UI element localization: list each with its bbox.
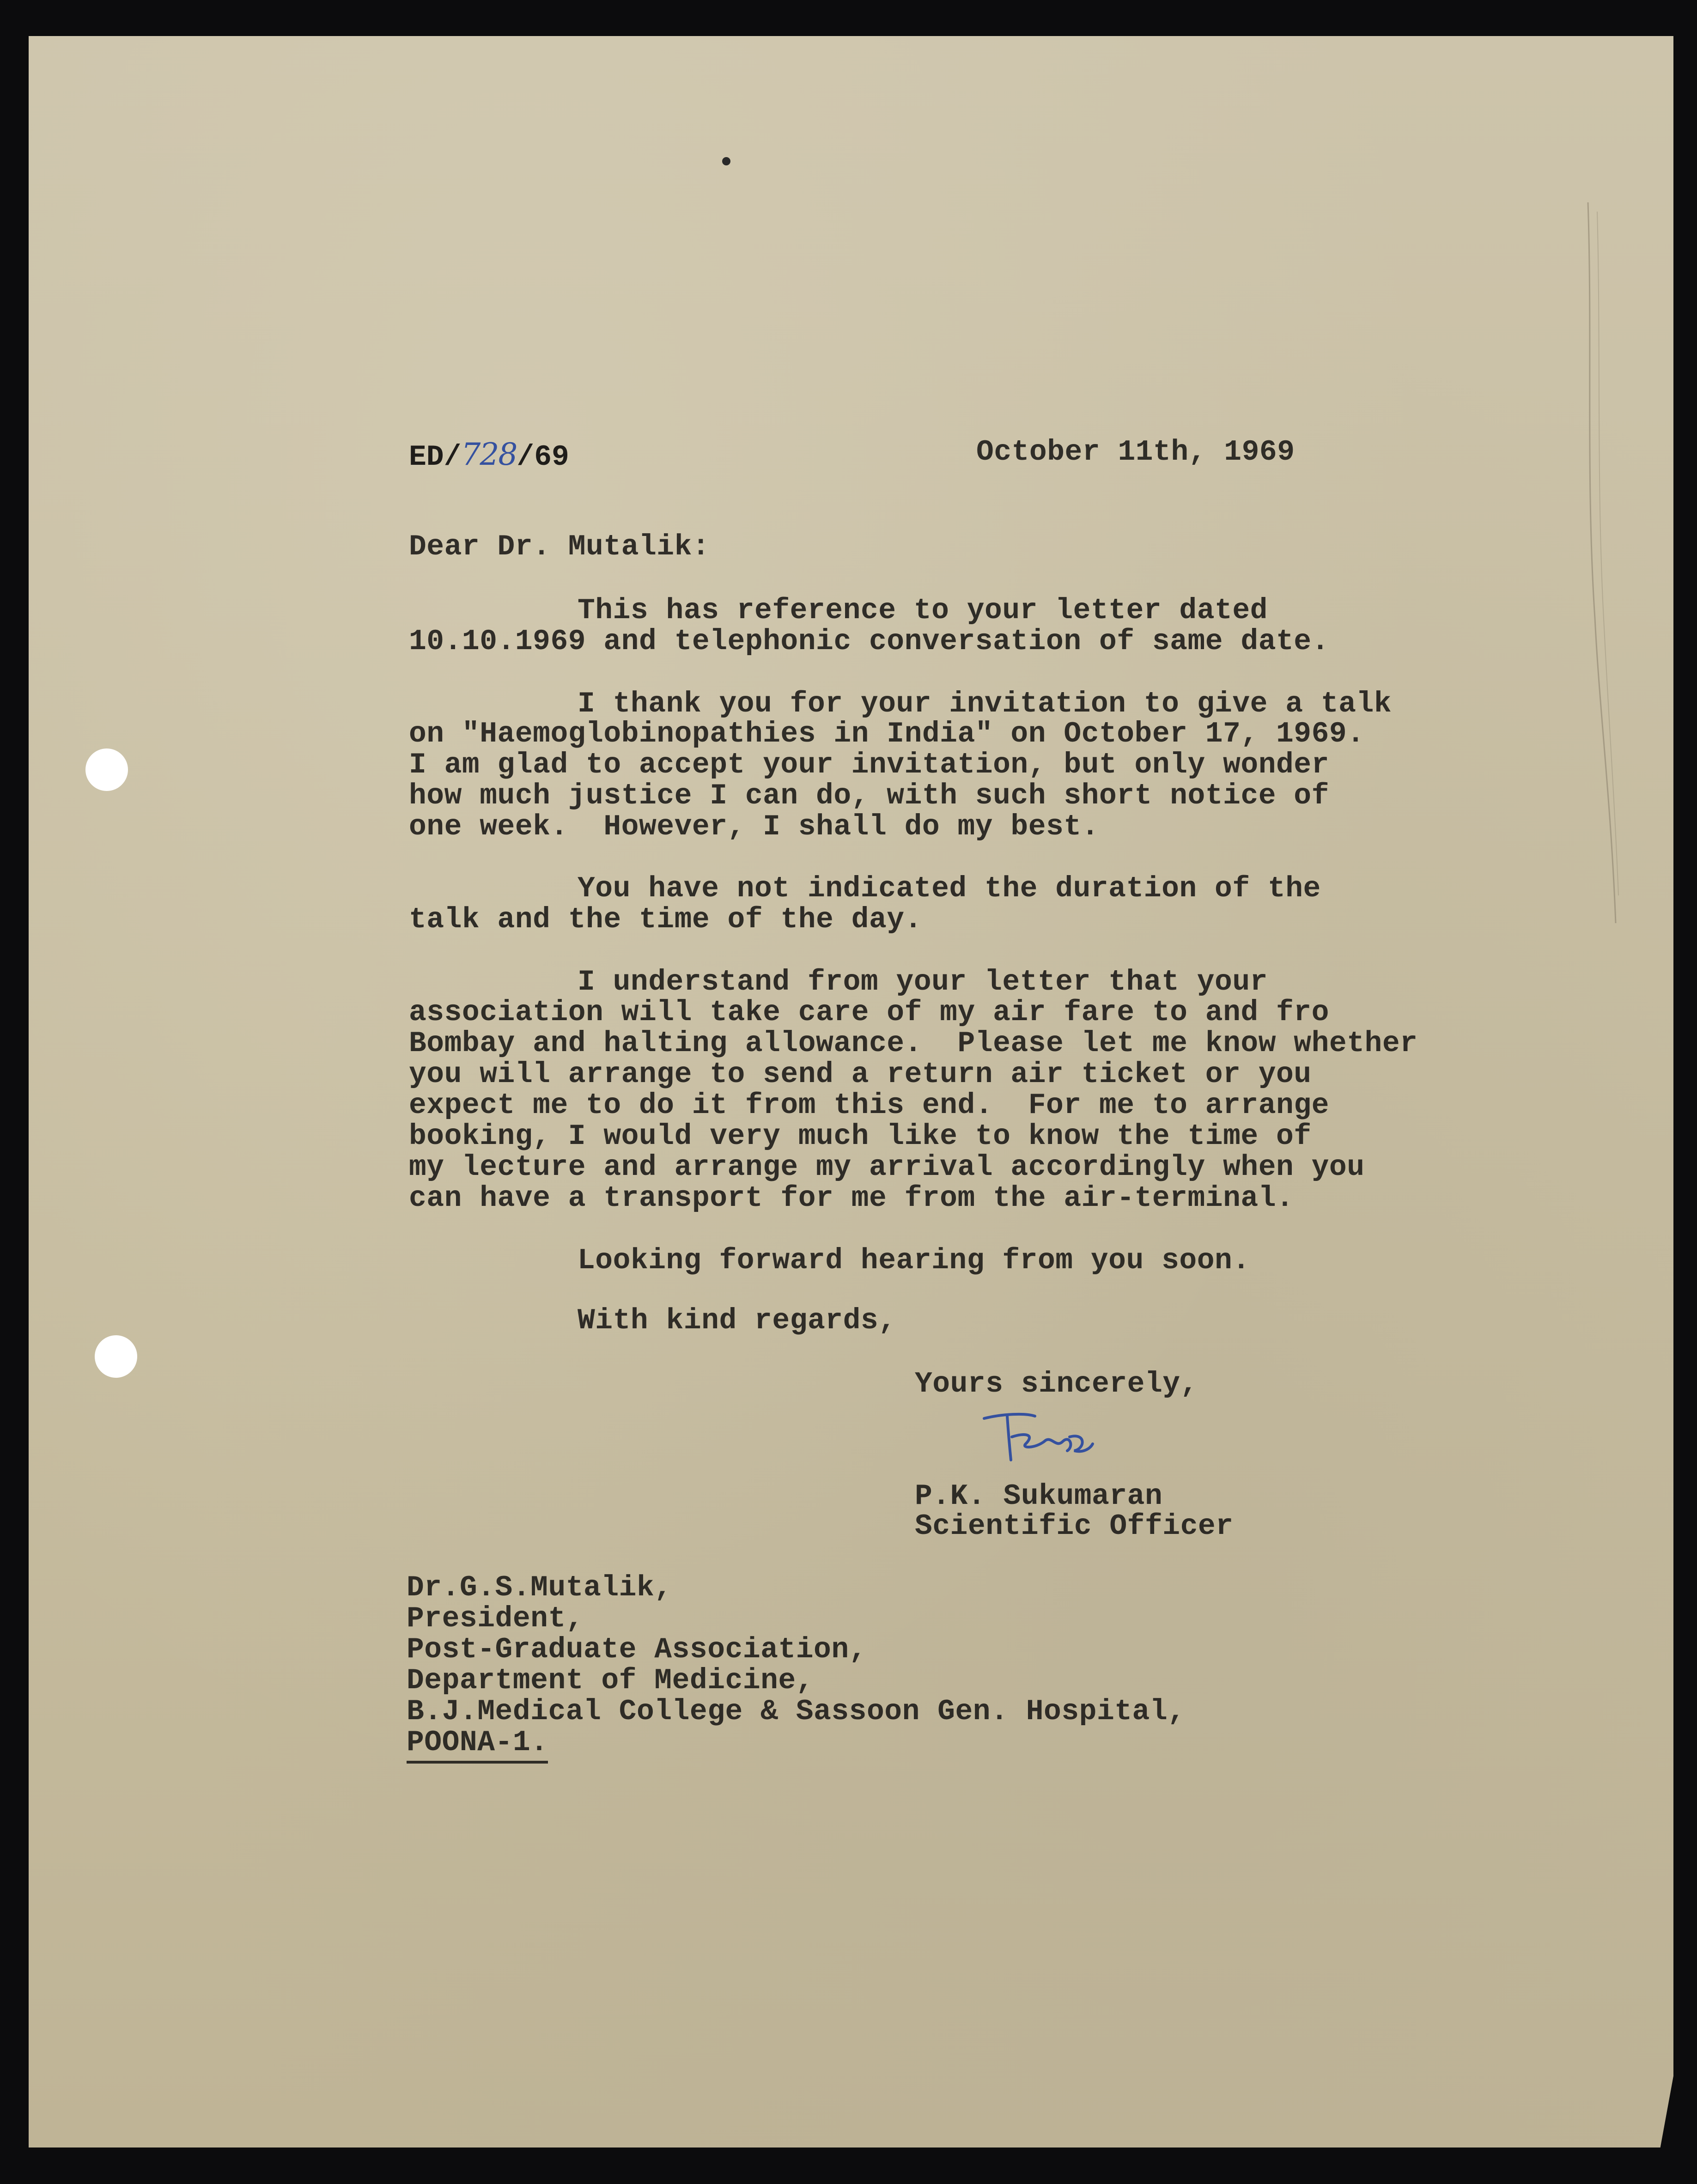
signer-name: P.K. Sukumaran: [915, 1480, 1163, 1513]
address-line-4: Department of Medicine,: [407, 1664, 814, 1697]
paragraph-1-line-1: This has reference to your letter dated: [578, 594, 1268, 627]
paragraph-4-line-7: my lecture and arrange my arrival accordingly when you: [409, 1151, 1365, 1184]
paragraph-2-line-2: on "Haemoglobinopathies in India" on October 17, 1969.: [409, 718, 1365, 750]
address-line-2: President,: [407, 1602, 584, 1635]
reference-number: [409, 437, 569, 474]
reference-suffix: /69: [517, 441, 569, 474]
paragraph-4-line-1: I understand from your letter that your: [578, 966, 1268, 998]
paragraph-4-line-6: booking, I would very much like to know the time of: [409, 1120, 1312, 1153]
signer-title: Scientific Officer: [915, 1510, 1234, 1543]
address-city: POONA-1.: [407, 1726, 548, 1764]
paper-crease: [1583, 202, 1620, 923]
paragraph-4-line-8: can have a transport for me from the air-terminal.: [409, 1182, 1294, 1215]
paragraph-2-line-1: I thank you for your invitation to give a talk: [578, 687, 1392, 720]
paragraph-4-line-4: you will arrange to send a return air ticket or you: [409, 1058, 1312, 1091]
signature-initials: [975, 1405, 1100, 1469]
closing: Yours sincerely,: [915, 1368, 1198, 1400]
salutation: Dear Dr. Mutalik:: [409, 530, 710, 563]
address-line-5: B.J.Medical College & Sassoon Gen. Hospital,: [407, 1695, 1186, 1728]
address-line-6: [407, 1727, 548, 1758]
address-line-3: Post-Graduate Association,: [407, 1633, 867, 1666]
regards: With kind regards,: [578, 1304, 896, 1337]
letter-date: October 11th, 1969: [976, 436, 1295, 468]
paragraph-4-line-5: expect me to do it from this end. For me to arrange: [409, 1089, 1329, 1122]
paragraph-2-line-4: how much justice I can do, with such short notice of: [409, 779, 1329, 812]
paragraph-3-line-2: talk and the time of the day.: [409, 903, 922, 936]
paragraph-3-line-1: You have not indicated the duration of the: [578, 872, 1321, 905]
punch-hole-lower: [95, 1335, 137, 1378]
reference-prefix: ED/: [409, 441, 462, 474]
paragraph-4-line-2: association will take care of my air fare to and fro: [409, 996, 1329, 1029]
paragraph-1-line-2: 10.10.1969 and telephonic conversation of same date.: [409, 625, 1329, 658]
paragraph-5-line-1: Looking forward hearing from you soon.: [578, 1244, 1250, 1277]
reference-handwritten-number: 728: [461, 437, 517, 472]
paragraph-2-line-5: one week. However, I shall do my best.: [409, 810, 1099, 843]
address-line-1: Dr.G.S.Mutalik,: [407, 1571, 672, 1604]
paragraph-2-line-3: I am glad to accept your invitation, but only wonder: [409, 748, 1329, 781]
paragraph-4-line-3: Bombay and halting allowance. Please let me know whether: [409, 1027, 1418, 1060]
ink-dot: [722, 157, 730, 165]
punch-hole-upper: [85, 748, 128, 791]
